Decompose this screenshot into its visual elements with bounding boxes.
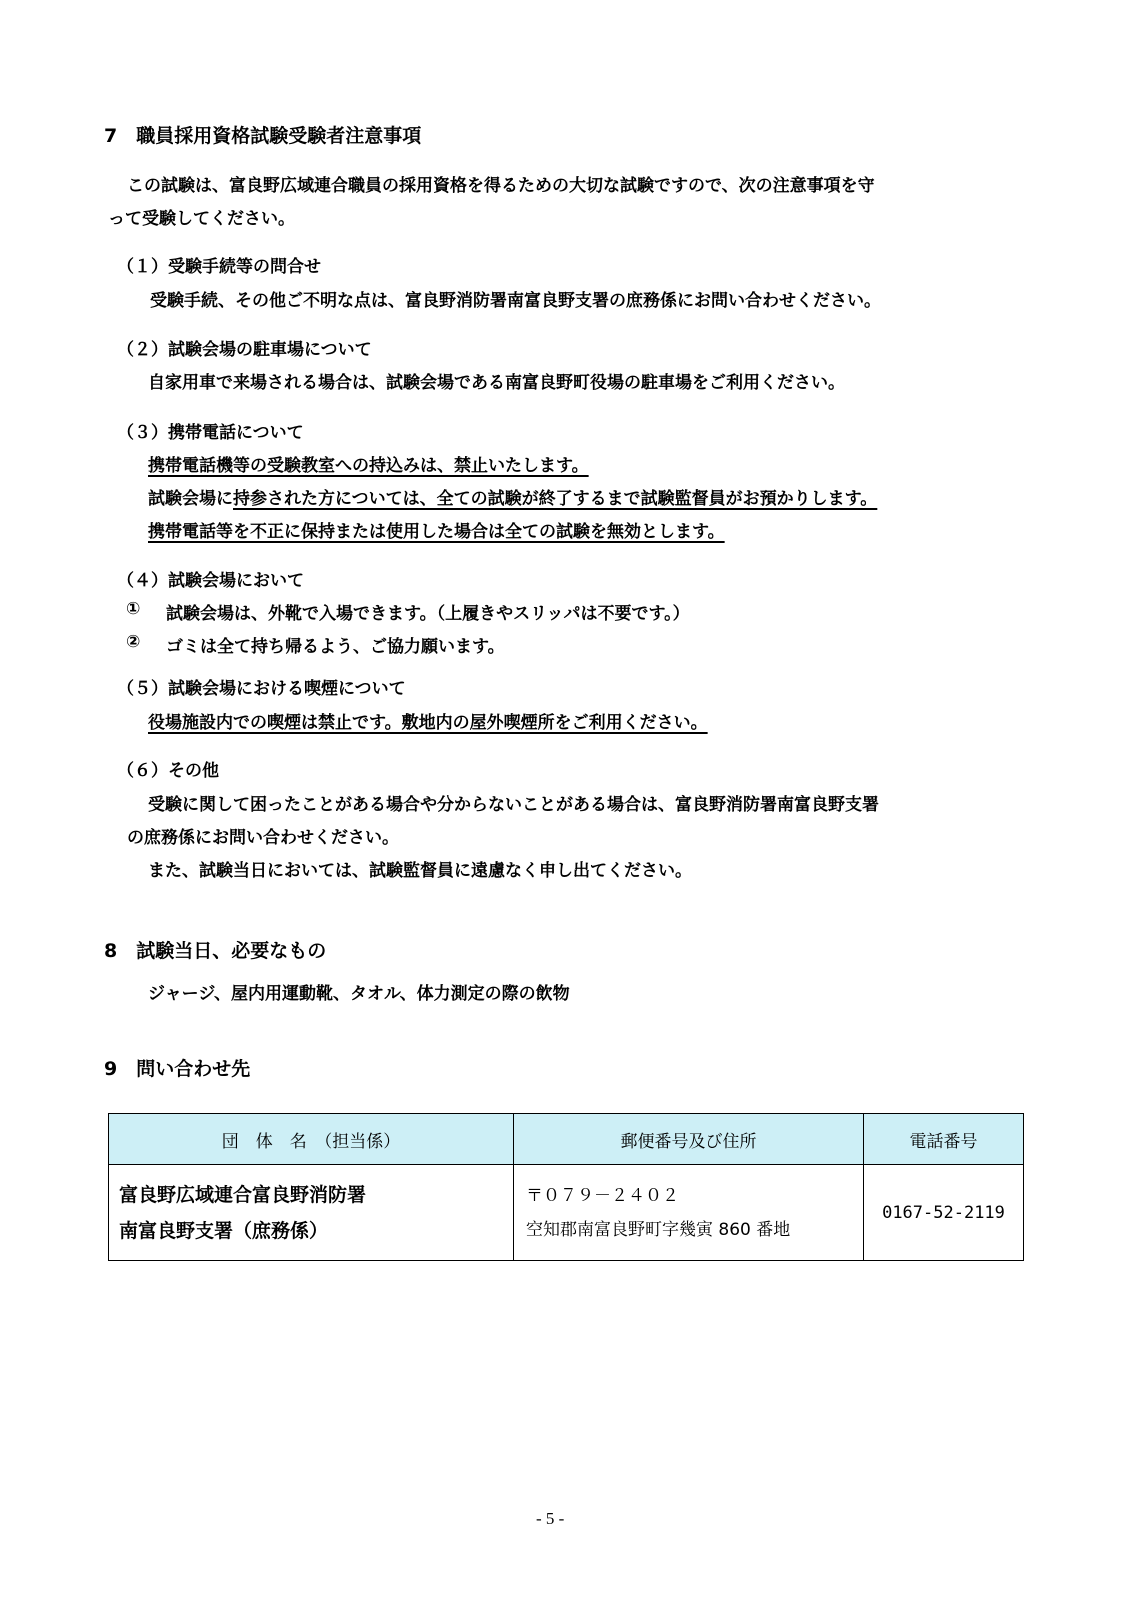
item-4-point-1-mark: ① <box>126 599 141 619</box>
table-row <box>109 1165 1024 1261</box>
section-7-heading: 7 職員採用資格試験受験者注意事項 <box>104 125 422 147</box>
section-8-heading: 8 試験当日、必要なもの <box>104 940 327 962</box>
header-address: 郵便番号及び住所 <box>514 1114 864 1165</box>
item-3-line-2-prefix: 試験会場に <box>148 489 233 509</box>
postal-code: 〒０７９－２４０２ <box>526 1185 679 1206</box>
org-line-1: 富良野広域連合富良野消防署 <box>119 1183 367 1206</box>
item-3-line-3: 携帯電話等を不正に保持または使用した場合は全ての試験を無効とします。 <box>148 522 725 542</box>
section-9-heading: 9 問い合わせ先 <box>104 1058 251 1080</box>
contact-table <box>108 1113 1024 1261</box>
item-6-line-2: の庶務係にお問い合わせください。 <box>127 828 399 848</box>
item-1-title: （１）受験手続等の問合せ <box>117 257 321 277</box>
item-4-point-2-text: ゴミは全て持ち帰るよう、ご協力願います。 <box>166 637 505 657</box>
item-6-title: （６）その他 <box>117 761 219 781</box>
item-4-title: （４）試験会場において <box>117 571 304 591</box>
item-6-line-3: また、試験当日においては、試験監督員に遠慮なく申し出てください。 <box>148 861 692 881</box>
address-cell <box>514 1165 864 1261</box>
item-4-point-2-mark: ② <box>126 632 141 652</box>
item-3-line-1: 携帯電話機等の受験教室への持込みは、禁止いたします。 <box>148 456 589 476</box>
item-6-line-1: 受験に関して困ったことがある場合や分からないことがある場合は、富良野消防署南富良野支署 <box>148 795 879 815</box>
item-4-point-1-text: 試験会場は、外靴で入場できます。（上履きやスリッパは不要です。） <box>166 604 690 624</box>
org-line-2: 南富良野支署（庶務係） <box>119 1219 329 1242</box>
org-cell <box>109 1165 514 1261</box>
item-3-line-2-underlined: 持参された方については、全ての試験が終了するまで試験監督員がお預かりします。 <box>233 489 878 509</box>
section-7-intro-line-2: って受験してください。 <box>108 209 295 229</box>
item-1-text: 受験手続、その他ご不明な点は、富良野消防署南富良野支署の庶務係にお問い合わせください。 <box>150 291 881 311</box>
page-number: - 5 - <box>536 1509 565 1528</box>
item-2-text: 自家用車で来場される場合は、試験会場である南富良野町役場の駐車場をご利用ください。 <box>148 373 845 393</box>
item-3-line-2 <box>148 484 877 509</box>
item-2-title: （２）試験会場の駐車場について <box>117 340 372 360</box>
item-5-title: （５）試験会場における喫煙について <box>117 679 406 699</box>
section-7-intro-line-1: この試験は、富良野広域連合職員の採用資格を得るための大切な試験ですので、次の注意事項を守 <box>127 176 875 196</box>
contact-table-header-row <box>109 1114 1024 1165</box>
header-org: 団 体 名 （担当係） <box>109 1114 514 1165</box>
header-tel: 電話番号 <box>864 1114 1024 1165</box>
section-8-text: ジャージ、屋内用運動靴、タオル、体力測定の際の飲物 <box>148 984 570 1004</box>
address-text: 空知郡南富良野町字幾寅 860 番地 <box>526 1219 791 1240</box>
item-3-title: （３）携帯電話について <box>117 423 304 443</box>
tel-cell: 0167-52-2119 <box>864 1165 1024 1261</box>
item-5-text: 役場施設内での喫煙は禁止です。敷地内の屋外喫煙所をご利用ください。 <box>148 713 708 733</box>
